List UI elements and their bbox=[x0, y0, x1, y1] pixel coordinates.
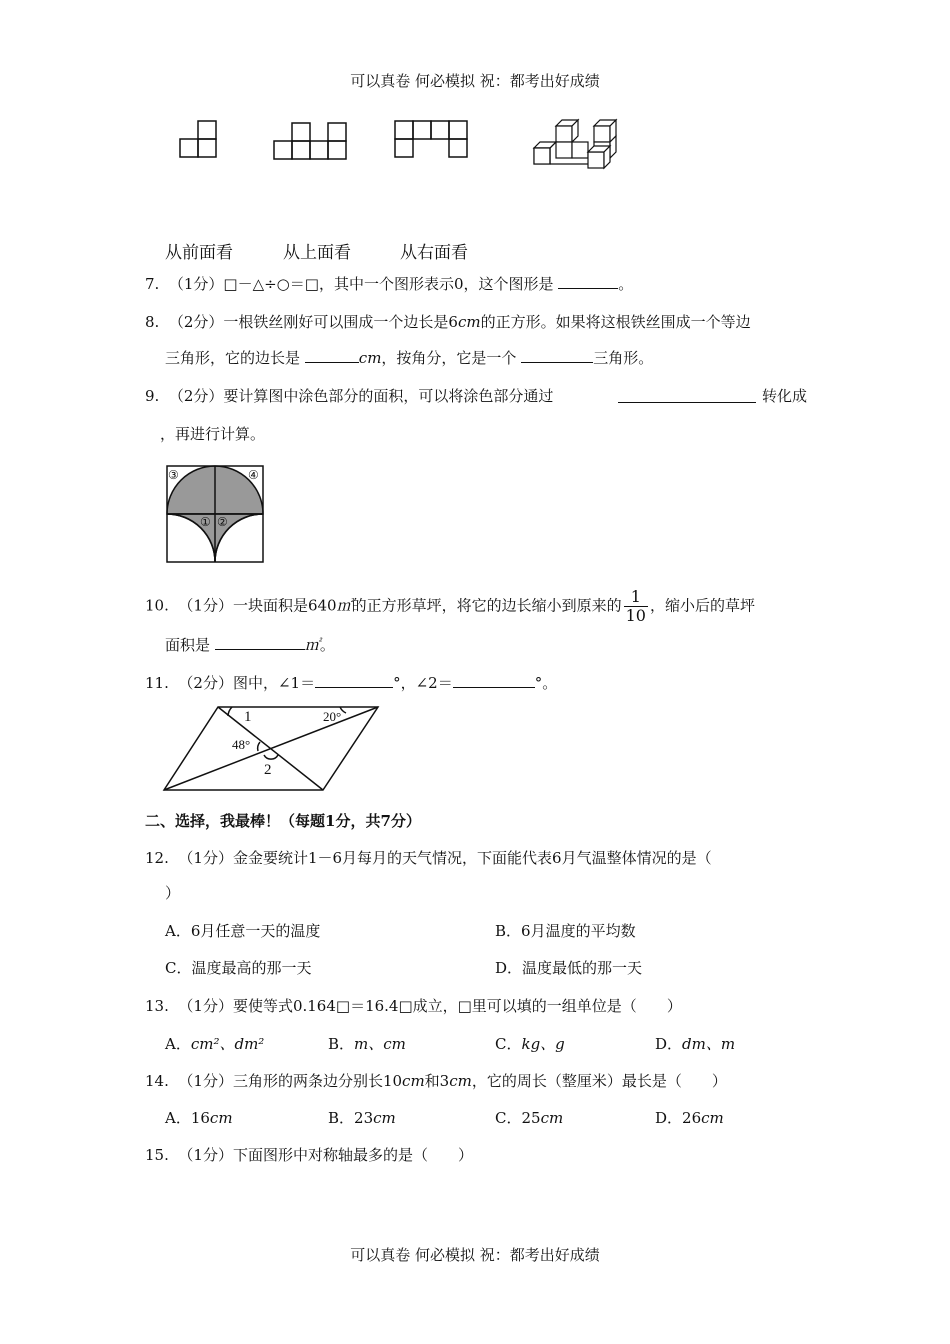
option-d[interactable] bbox=[655, 1108, 724, 1128]
answer-blank[interactable] bbox=[305, 348, 359, 363]
question-13 bbox=[145, 996, 682, 1016]
option-c[interactable] bbox=[495, 1034, 565, 1054]
page-header: 可以真卷 何必模拟 祝：都考出好成绩 bbox=[350, 72, 600, 90]
question-text: 面积是 bbox=[165, 636, 211, 654]
question-text: 要使等式0.164□＝16.4□成立，□里可以填的一组单位是（ ） bbox=[232, 997, 682, 1015]
question-score: （1分） bbox=[168, 275, 224, 293]
question-text: ，再进行计算。 bbox=[160, 425, 266, 443]
option-units: dm、m bbox=[682, 1035, 736, 1053]
option-c[interactable]: C．温度最高的那一天 bbox=[165, 959, 312, 977]
parallelogram-figure bbox=[160, 702, 385, 794]
option-letter: B． bbox=[328, 1035, 355, 1053]
angle-2-label: 2 bbox=[264, 762, 272, 778]
option-d[interactable] bbox=[655, 1034, 735, 1054]
option-letter: A． bbox=[165, 1035, 191, 1053]
question-text: ，缩小后的草坪 bbox=[649, 596, 755, 615]
question-text: 三角形，它的边长是 bbox=[165, 349, 301, 367]
question-text: □－△÷○＝□，其中一个图形表示0，这个图形是 bbox=[223, 275, 554, 293]
question-number: 13. bbox=[145, 997, 169, 1015]
option-text: A．16 bbox=[165, 1109, 210, 1127]
option-a[interactable] bbox=[165, 1108, 233, 1128]
question-8-line2 bbox=[165, 348, 653, 368]
unit: cm bbox=[358, 349, 382, 367]
option-units: m、cm bbox=[354, 1035, 406, 1053]
option-d[interactable]: D．温度最低的那一天 bbox=[495, 959, 643, 977]
unit: ㎡ bbox=[304, 636, 320, 654]
option-units: cm²、dm² bbox=[190, 1035, 265, 1053]
question-11 bbox=[145, 673, 557, 693]
option-text: D．26 bbox=[655, 1109, 702, 1127]
question-text: 和3 bbox=[424, 1072, 450, 1090]
option-b[interactable]: B．6月温度的平均数 bbox=[495, 922, 636, 940]
answer-blank[interactable] bbox=[521, 348, 593, 363]
question-text: 一根铁丝刚好可以围成一个边长是6 bbox=[223, 313, 458, 331]
question-number: 10. bbox=[145, 596, 169, 615]
question-text: 转化成 bbox=[762, 387, 808, 405]
unit: cm bbox=[701, 1109, 724, 1127]
option-a[interactable] bbox=[165, 1034, 264, 1054]
answer-blank[interactable] bbox=[315, 673, 393, 688]
unit: cm bbox=[449, 1072, 472, 1090]
fraction-numerator: 1 bbox=[624, 588, 648, 607]
question-text: ，按角分，它是一个 bbox=[381, 349, 517, 367]
cube-stack-figure bbox=[528, 118, 624, 178]
angle-20-label: 20° bbox=[323, 709, 342, 724]
question-12 bbox=[145, 848, 712, 868]
top-view-figure bbox=[272, 122, 352, 162]
option-units: kg、g bbox=[521, 1035, 565, 1053]
question-10 bbox=[145, 588, 755, 625]
question-text: 下面图形中对称轴最多的是（ ） bbox=[232, 1146, 473, 1164]
question-text: 图中，∠1＝ bbox=[232, 674, 316, 692]
label-3: ③ bbox=[168, 468, 179, 482]
question-text: 的正方形。如果将这根铁丝围成一个等边 bbox=[480, 313, 751, 331]
angle-48-label: 48° bbox=[232, 737, 251, 752]
punct: °。 bbox=[534, 674, 558, 692]
label-4: ④ bbox=[248, 468, 259, 482]
unit: cm bbox=[402, 1072, 425, 1090]
option-letter: C． bbox=[495, 1035, 522, 1053]
shaded-area-figure bbox=[165, 464, 267, 566]
caption-top-view: 从上面看 bbox=[283, 243, 351, 263]
unit: cm bbox=[457, 313, 481, 331]
question-14 bbox=[145, 1071, 727, 1091]
question-10-line2 bbox=[165, 635, 335, 655]
label-1: ① bbox=[200, 515, 211, 529]
question-score: （1分） bbox=[178, 1072, 233, 1090]
question-number: 8. bbox=[145, 313, 160, 331]
question-15 bbox=[145, 1145, 473, 1165]
question-text: ） bbox=[165, 884, 181, 902]
question-score: （2分） bbox=[168, 387, 224, 405]
question-number: 12. bbox=[145, 849, 169, 867]
caption-front-view: 从前面看 bbox=[165, 243, 233, 263]
fraction-denominator: 10 bbox=[625, 606, 646, 625]
question-text: 金金要统计1－6月每月的天气情况，下面能代表6月气温整体情况的是（ bbox=[232, 849, 712, 867]
question-8 bbox=[145, 312, 751, 332]
punct: 。 bbox=[319, 636, 335, 654]
front-view-figure bbox=[178, 120, 222, 160]
unit: ㎡ bbox=[336, 596, 352, 615]
unit: cm bbox=[373, 1109, 396, 1127]
question-text: 三角形。 bbox=[593, 349, 654, 367]
question-score: （1分） bbox=[178, 596, 233, 615]
option-b[interactable] bbox=[328, 1034, 406, 1054]
fraction bbox=[624, 588, 648, 625]
question-text: 三角形的两条边分别长10 bbox=[232, 1072, 403, 1090]
option-c[interactable] bbox=[495, 1108, 563, 1128]
section-heading: 二、选择，我最棒！（每题1分，共7分） bbox=[145, 812, 421, 830]
question-number: 7. bbox=[145, 275, 160, 293]
question-score: （2分） bbox=[168, 313, 224, 331]
question-score: （2分） bbox=[178, 674, 233, 692]
answer-blank[interactable] bbox=[453, 673, 535, 688]
option-text: C．25 bbox=[495, 1109, 541, 1127]
question-text: 一块面积是640 bbox=[232, 596, 337, 615]
question-text: ，它的周长（整厘米）最长是（ ） bbox=[471, 1072, 727, 1090]
unit: cm bbox=[209, 1109, 233, 1127]
answer-blank[interactable] bbox=[618, 402, 756, 403]
question-score: （1分） bbox=[178, 1146, 233, 1164]
question-score: （1分） bbox=[178, 997, 233, 1015]
question-9 bbox=[145, 386, 553, 406]
option-b[interactable] bbox=[328, 1108, 396, 1128]
question-text: 的正方形草坪，将它的边长缩小到原来的 bbox=[351, 596, 622, 615]
question-number: 15. bbox=[145, 1146, 169, 1164]
page-footer: 可以真卷 何必模拟 祝：都考出好成绩 bbox=[350, 1246, 600, 1264]
punct: 。 bbox=[618, 275, 634, 293]
question-text: °，∠2＝ bbox=[393, 674, 453, 692]
answer-blank[interactable] bbox=[215, 635, 305, 650]
unit: cm bbox=[540, 1109, 564, 1127]
question-number: 9. bbox=[145, 387, 160, 405]
question-score: （1分） bbox=[178, 849, 233, 867]
question-7 bbox=[145, 274, 633, 294]
option-letter: D． bbox=[655, 1035, 683, 1053]
option-text: B．23 bbox=[328, 1109, 374, 1127]
right-view-figure bbox=[393, 120, 471, 160]
angle-1-label: 1 bbox=[244, 709, 252, 725]
option-a[interactable]: A．6月任意一天的温度 bbox=[165, 922, 321, 940]
question-number: 11. bbox=[145, 674, 169, 692]
caption-right-view: 从右面看 bbox=[400, 243, 468, 263]
label-2: ② bbox=[217, 515, 228, 529]
question-number: 14. bbox=[145, 1072, 169, 1090]
question-text: 要计算图中涂色部分的面积，可以将涂色部分通过 bbox=[223, 387, 554, 405]
answer-blank[interactable] bbox=[558, 274, 618, 289]
